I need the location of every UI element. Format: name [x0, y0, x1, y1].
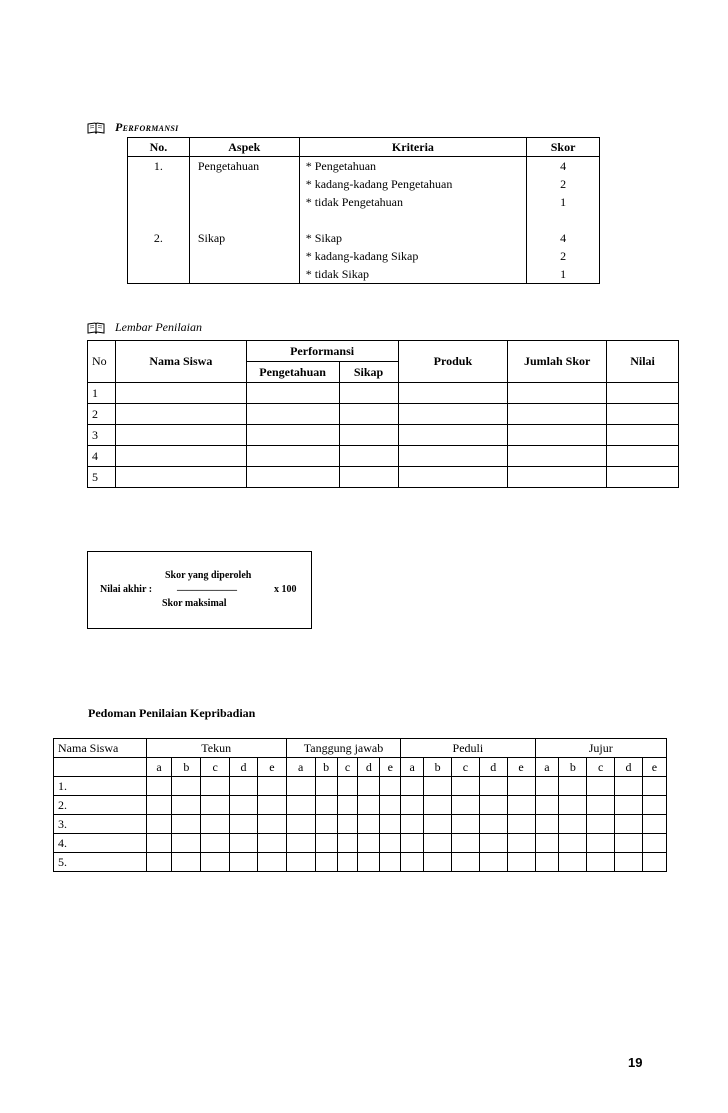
performansi-table [127, 137, 600, 284]
row-no: 1. [153, 159, 163, 173]
row-number: 1 [88, 383, 116, 404]
lembar-table [87, 340, 679, 488]
table-row [54, 834, 667, 853]
row-no: 2. [153, 231, 163, 245]
row-kriteria: * tidak Sikap [299, 265, 526, 284]
table-row [54, 796, 667, 815]
sub-d: d [358, 758, 380, 777]
lembar-title: Lembar Penilaian [115, 320, 202, 334]
sub-d: d [615, 758, 643, 777]
sub-e: e [380, 758, 401, 777]
row-kriteria: * kadang-kadang Pengetahuan [299, 175, 526, 193]
group-peduli: Peduli [401, 739, 535, 758]
row-number: 3 [88, 425, 116, 446]
row-number: 5 [88, 467, 116, 488]
row-kriteria: * Pengetahuan [299, 157, 526, 176]
row-skor: 2 [527, 175, 600, 193]
row-number: 4 [88, 446, 116, 467]
formula-box [87, 551, 312, 629]
row-aspek: Pengetahuan [189, 157, 299, 176]
header-produk: Produk [398, 341, 508, 383]
sub-a: a [286, 758, 315, 777]
group-tanggung-jawab: Tanggung jawab [286, 739, 400, 758]
kepribadian-title: Pedoman Penilaian Kepribadian [88, 706, 256, 720]
row-number: 3. [54, 815, 147, 834]
sub-b: b [424, 758, 452, 777]
row-skor: 4 [527, 157, 600, 176]
sub-e: e [642, 758, 666, 777]
sub-e: e [257, 758, 286, 777]
formula-denominator: Skor maksimal [162, 598, 227, 609]
kepribadian-table [53, 738, 667, 872]
row-number: 5. [54, 853, 147, 872]
row-number: 1. [54, 777, 147, 796]
sub-e: e [507, 758, 535, 777]
row-skor: 2 [527, 247, 600, 265]
header-nilai: Nilai [607, 341, 679, 383]
performansi-title: Performansi [115, 120, 179, 134]
row-kriteria: * Sikap [299, 229, 526, 247]
table-row [88, 404, 679, 425]
row-aspek: Sikap [189, 229, 299, 247]
table-row [88, 467, 679, 488]
sub-b: b [315, 758, 337, 777]
row-number: 4. [54, 834, 147, 853]
lembar-heading [87, 320, 202, 335]
open-book-icon [87, 322, 105, 334]
table-row [88, 446, 679, 467]
sub-c: c [201, 758, 230, 777]
header-performansi: Performansi [246, 341, 398, 362]
sub-c: c [587, 758, 615, 777]
formula-label: Nilai akhir : [100, 584, 153, 595]
formula-numerator: Skor yang diperoleh [165, 570, 252, 581]
header-no: No. [128, 138, 190, 157]
sub-c: c [451, 758, 479, 777]
row-skor: 1 [527, 193, 600, 211]
sub-a: a [146, 758, 172, 777]
performansi-heading [87, 120, 179, 135]
header-sikap: Sikap [339, 362, 398, 383]
open-book-icon [87, 122, 105, 134]
header-nama-siswa: Nama Siswa [54, 739, 147, 758]
sub-b: b [559, 758, 587, 777]
sub-c: c [337, 758, 358, 777]
sub-d: d [230, 758, 258, 777]
table-row [54, 853, 667, 872]
header-aspek: Aspek [189, 138, 299, 157]
header-no: No [88, 341, 116, 383]
table-row [54, 777, 667, 796]
header-jumlah-skor: Jumlah Skor [508, 341, 607, 383]
page-number: 19 [628, 1055, 643, 1070]
table-row [88, 425, 679, 446]
row-kriteria: * tidak Pengetahuan [299, 193, 526, 211]
row-number: 2 [88, 404, 116, 425]
row-skor: 1 [527, 265, 600, 284]
sub-a: a [401, 758, 424, 777]
formula-line: ____________ [177, 581, 237, 592]
header-nama: Nama Siswa [115, 341, 246, 383]
row-number: 2. [54, 796, 147, 815]
table-row [88, 383, 679, 404]
header-pengetahuan: Pengetahuan [246, 362, 339, 383]
table-row [54, 815, 667, 834]
group-jujur: Jujur [535, 739, 666, 758]
header-skor: Skor [527, 138, 600, 157]
row-skor: 4 [527, 229, 600, 247]
row-kriteria: * kadang-kadang Sikap [299, 247, 526, 265]
sub-d: d [479, 758, 507, 777]
formula-multiplier: x 100 [274, 584, 297, 595]
sub-a: a [535, 758, 559, 777]
sub-b: b [172, 758, 201, 777]
group-tekun: Tekun [146, 739, 286, 758]
header-kriteria: Kriteria [299, 138, 526, 157]
